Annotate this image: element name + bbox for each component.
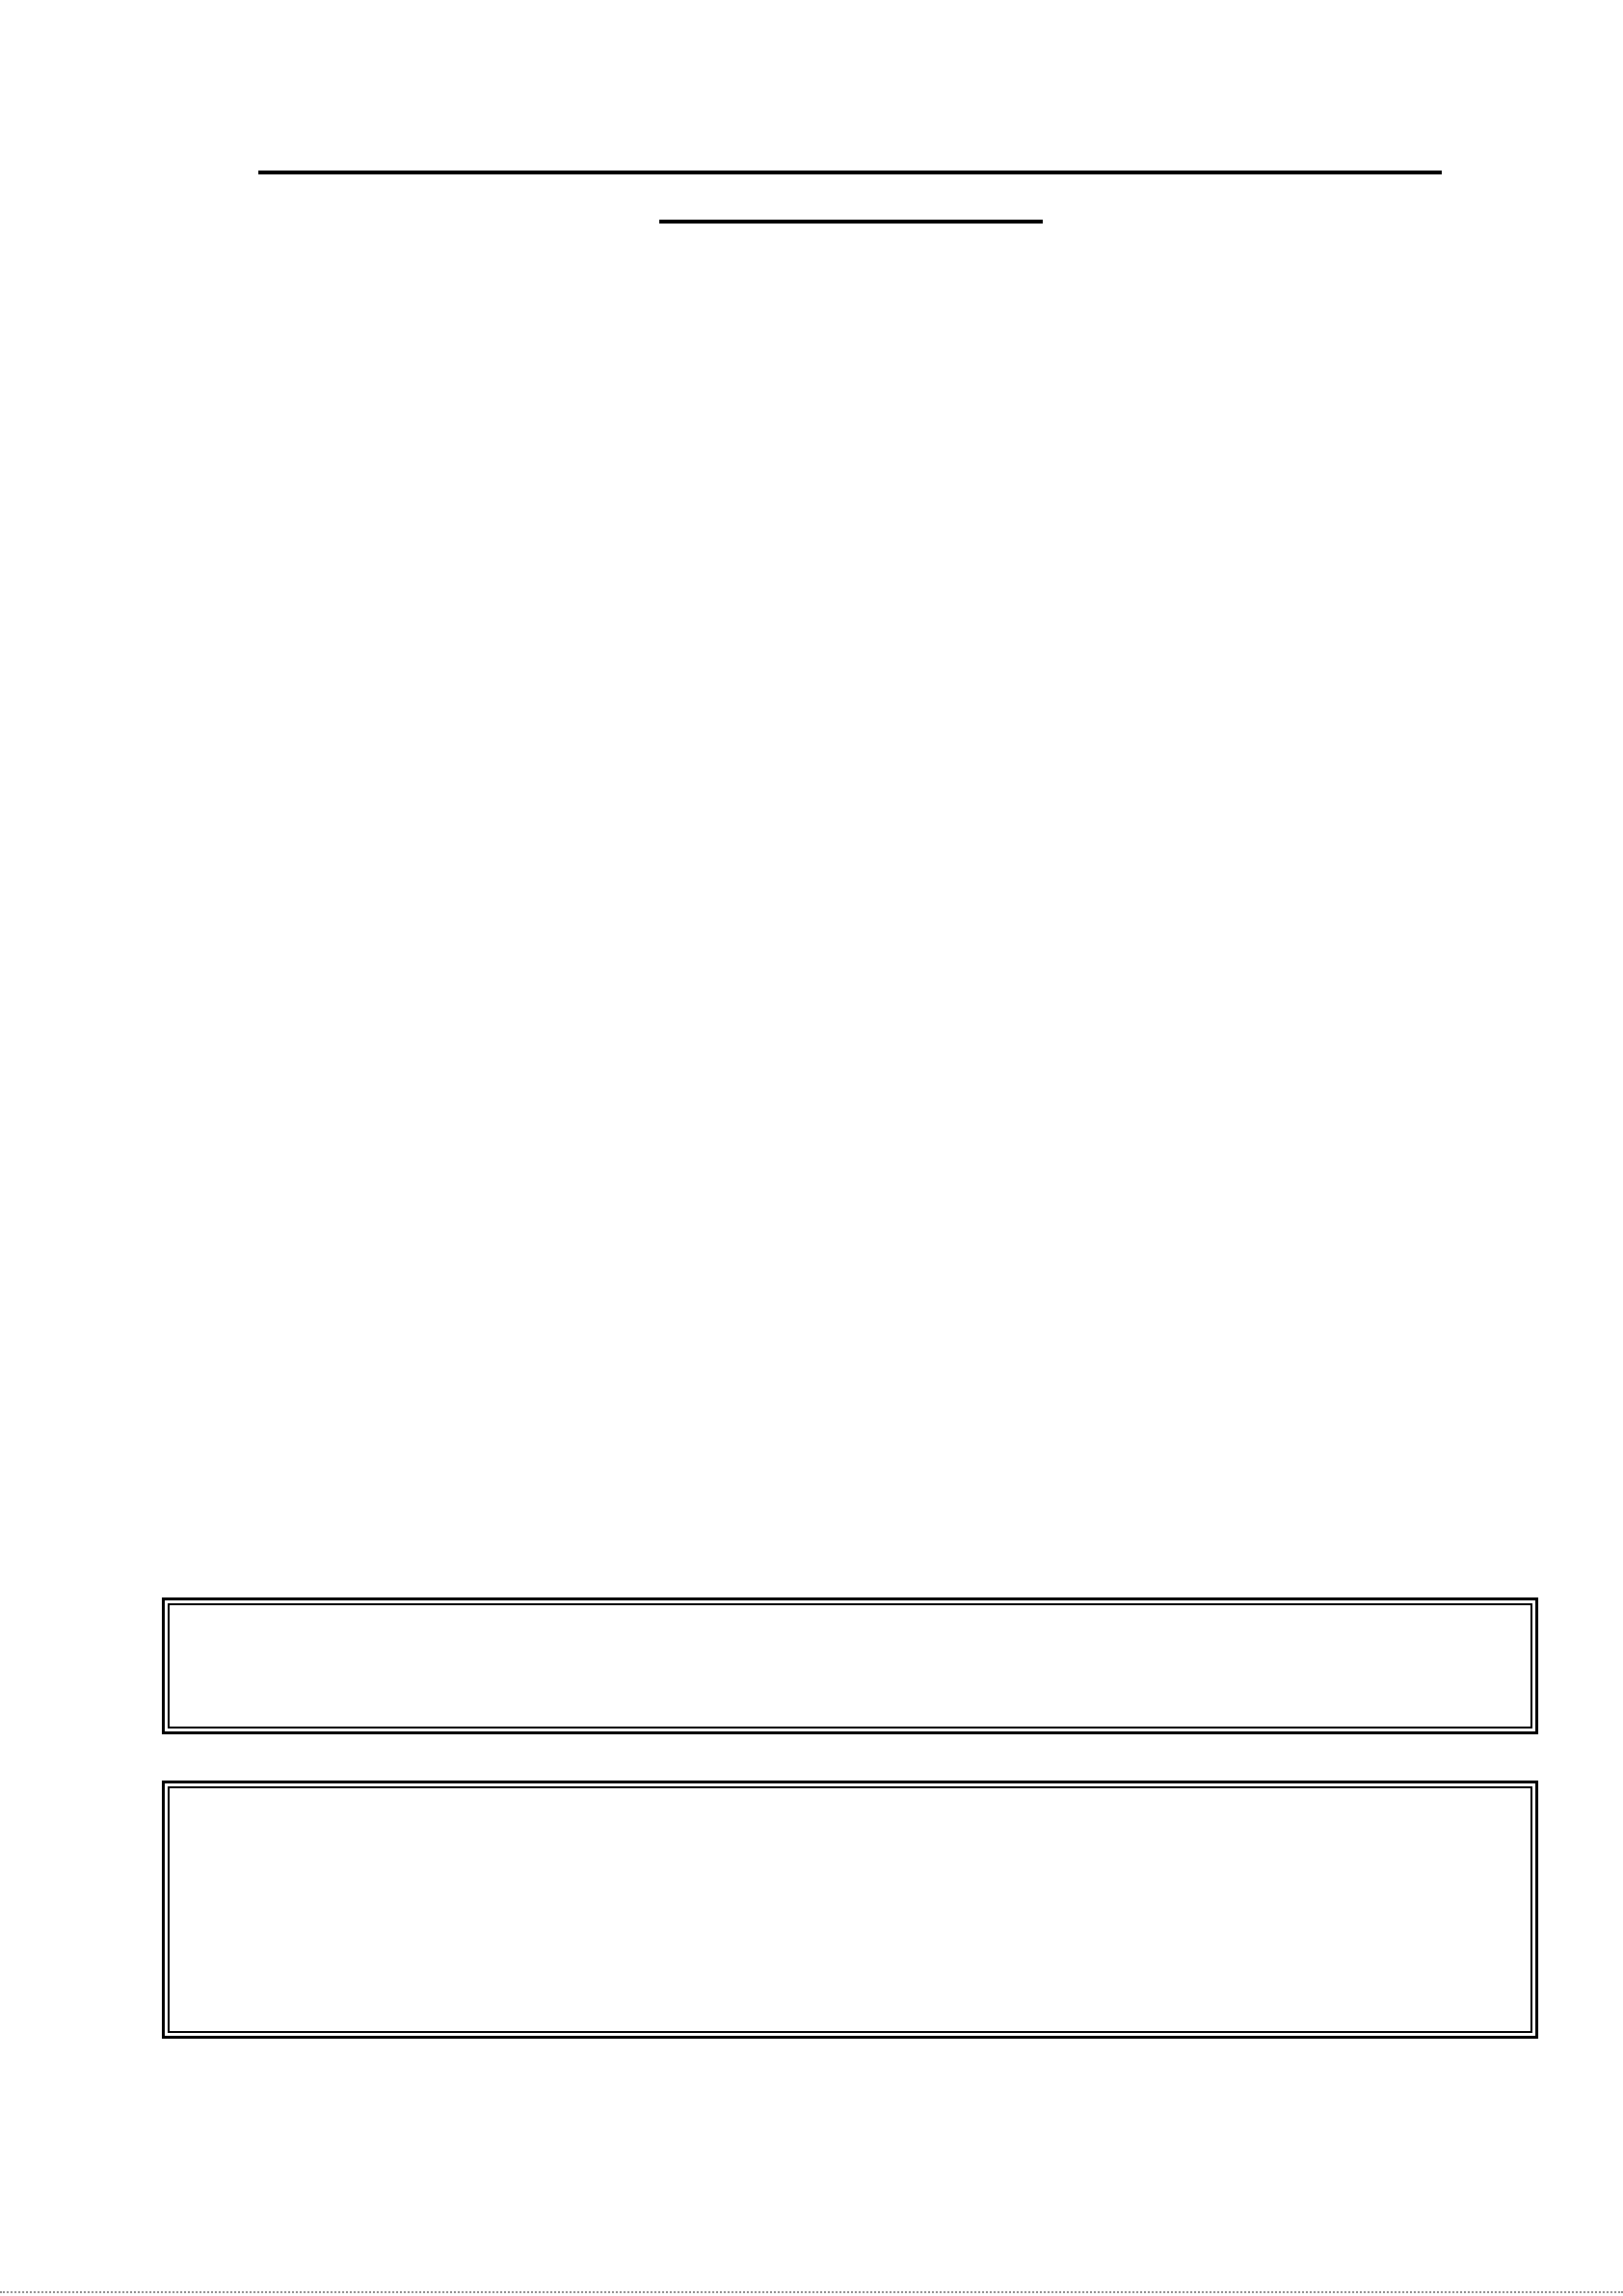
note-frame [162, 1597, 1538, 1734]
note-frame [162, 1781, 1538, 2039]
footer-divider [0, 2291, 1623, 2295]
